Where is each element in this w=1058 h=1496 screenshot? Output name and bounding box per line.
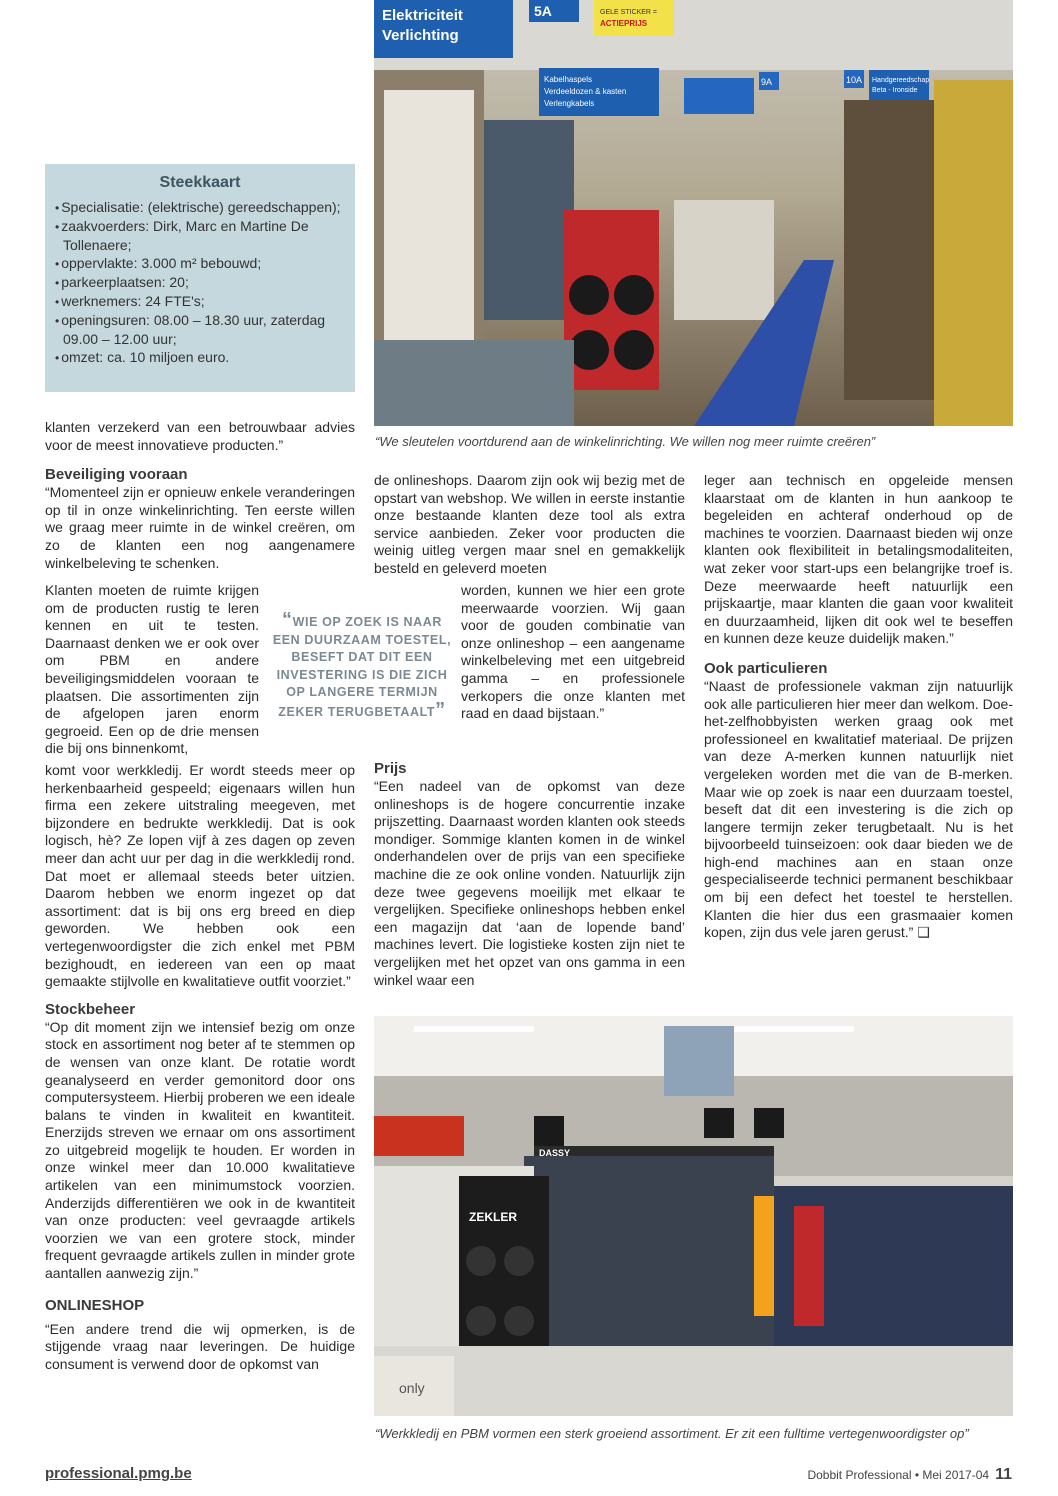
store-photo-top [374, 0, 1013, 426]
pull-quote [272, 609, 452, 721]
sign-main-line1: Elektriciteit [382, 7, 463, 24]
sign-cables-1: Kabelhaspels [544, 75, 593, 84]
pull-quote-text: WIE OP ZOEK IS NAAR EEN DUURZAAM TOESTEL, BESEFT DAT DIT EEN INVESTERING IS DIE ZICH OP LANGERE TERMIJN ZEKER TERUGBETAALT [272, 615, 452, 719]
sign-aisle-9a: 9A [761, 77, 773, 87]
sign-main-line2: Verlichting [382, 27, 459, 44]
photo-top-caption: “We sleutelen voortdurend aan de winkelinrichting. We willen nog meer ruimte creëren” [375, 434, 876, 449]
photo-bottom-caption: “Werkkledij en PBM vormen een sterk groeiend assortiment. Er zit een fulltime vertegenwoordigster op” [375, 1426, 969, 1441]
column-2-wrap [461, 582, 685, 723]
sign-sticker: GELE STICKER = [600, 9, 657, 16]
fact-sheet-list [45, 198, 355, 367]
column-3 [704, 472, 1013, 942]
column-2-top [374, 472, 685, 578]
footer-site-link[interactable]: professional.pmg.be [45, 1465, 192, 1482]
sign-cables-3: Verlengkabels [544, 99, 595, 108]
security-paragraph-1: “Momenteel zijn er opnieuw enkele veranderingen op til in onze winkelinrichting. Ten eerste willen we graag meer ruimte in de winkel creëren, om zo de klanten een nog aangenamere winkelbeleving te schenken. [45, 484, 355, 571]
heading-stock: Stockbeheer [45, 1000, 136, 1018]
fact-item: • openingsuren: 08.00 – 18.30 uur, zaterdag 09.00 – 12.00 uur; [55, 312, 326, 347]
fact-item: • werknemers: 24 FTE's; [55, 293, 205, 309]
intro-paragraph: klanten verzekerd van een betrouwbaar advies voor de meest innovatieve producten.” [45, 419, 355, 453]
heading-security: Beveiliging vooraan [45, 466, 188, 484]
heading-onlineshop: ONLINESHOP [45, 1296, 145, 1314]
sign-handtools-1: Handgereedschap [872, 77, 930, 84]
fact-item: • parkeerplaatsen: 20; [55, 274, 189, 290]
heading-private: Ook particulieren [704, 659, 828, 677]
store-photo-bottom [374, 1016, 1013, 1416]
pull-quote-open: “ [282, 609, 293, 631]
fact-item: • oppervlakte: 3.000 m² bebouwd; [55, 255, 262, 271]
column-1-bottom [45, 762, 355, 1373]
fact-item: • omzet: ca. 10 miljoen euro. [55, 349, 230, 365]
fact-item: • Specialisatie: (elektrische) gereedschappen); [55, 199, 341, 215]
pull-quote-close: ” [435, 698, 446, 721]
column-1-wrap [45, 582, 259, 758]
store-aisle-illustration [374, 0, 1013, 426]
end-mark-icon: ❑ [917, 924, 930, 941]
sign-sticker-2: ACTIEPRIJS [600, 19, 648, 28]
private-paragraph: “Naast de professionele vakman zijn natuurlijk ook alle particulieren hier meer dan welkom. Doe-het-zelfhobbyisten werken graag ook met professioneel en kwalitatief materiaal. De prijzen van deze A-merken kunnen natuurlijk niet vergeleken worden met die van de B-merken. Maar wie op zoek is naar een duurzaam toestel, beseft dat dit een investering is die zich op langere termijn zeker terugbetaalt. Nu is het bijvoorbeeld tuinseizoen: ook daar bieden we de high-end machines aan en staan onze gespecialiseerde technici permanent beschikbaar om bij een defect het toestel te herstellen. Klanten die hier dus een grasmaaier komen kopen, zijn dus vele jaren gerust.” ❑ [704, 677, 1013, 941]
price-paragraph-continued: leger aan technisch en opgeleide mensen klaarstaat om de klanten in hun aankoop te begeleiden en achteraf onderhoud op de machines te voorzien. Daarnaast bieden wij onze klanten ook flexibiliteit in betalingsmodaliteiten, wat zeker voor start-ups een belangrijke troef is. Deze meerwaarde heeft natuurlijk een prijskaartje, maar klanten die gaan voor kwaliteit en duurzaamheid, lijken dit ook wel te beseffen en kunnen deze keuze duidelijk maken.” [704, 472, 1013, 647]
online-paragraph-2: worden, kunnen we hier een grote meerwaarde voorzien. Wij gaan voor de gouden combinatie van onze onlineshop – een aangename winkelbeleving met een uitgebreid gamma – en professionele verkopers die onze klanten met raad en daad bijstaan.” [461, 582, 685, 722]
fact-sheet-title: Steekkaart [159, 174, 241, 191]
sign-brand-zekler: ZEKLER [469, 1210, 517, 1224]
sign-only: only [399, 1380, 425, 1396]
footer-magazine [807, 1466, 1012, 1484]
heading-price: Prijs [374, 760, 407, 777]
column-2-bottom [374, 760, 685, 989]
sign-cables-2: Verdeeldozen & kasten [544, 87, 627, 96]
column-1-top [45, 419, 355, 572]
fact-sheet-box [45, 164, 355, 392]
onlineshop-paragraph: “Een andere trend die wij opmerken, is de stijgende vraag naar leveringen. De huidige consument is verwend door de opkomst van [45, 1320, 355, 1372]
page-number: 11 [995, 1466, 1012, 1483]
online-paragraph-continued: de onlineshops. Daarom zijn ook wij bezig met de opstart van webshop. We willen in eerste instantie onze bestaande klanten deze tool als extra service aanbieden. Zeker voor producten die weinig uitleg vergen maar snel en gemakkelijk besteld en geleverd moeten [374, 472, 685, 576]
fact-item: • zaakvoerders: Dirk, Marc en Martine De Tollenaere; [55, 218, 309, 253]
price-paragraph: “Een nadeel van de opkomst van deze onlineshops is de hogere concurrentie inzake prijszetting. Daarnaast worden klanten ook steeds mondiger. Sommige klanten komen in de winkel onderhandelen over de prijs van een specifieke machine die ze ook online vonden. Natuurlijk zijn deze twee gegevens moeilijk met elkaar te vergelijken. Specifieke onlineshops hebben enkel een magazijn dat ‘aan de lopende band’ machines levert. Die logistieke kosten zijn niet te vergelijken met het opzet van ons gamma in een winkel waar een [374, 778, 685, 988]
sign-aisle-5a: 5A [534, 3, 552, 19]
sign-brand-dassy: DASSY [539, 1148, 571, 1158]
sign-handtools-2: Beta - Ironside [872, 87, 918, 94]
security-paragraph-2: Klanten moeten de ruimte krijgen om de producten rustig te leren kennen en uit te testen. Daarnaast denken we er ook over om PBM en andere beveiligingsmiddelen vooraan te plaatsen. Die assortimenten zijn de afgelopen jaren enorm gegroeid. Een op de drie mensen die bij ons binnenkomt, [45, 582, 259, 757]
security-paragraph-3: komt voor werkkledij. Er wordt steeds meer op herkenbaarheid gespeeld; eigenaars willen hun firma een zekere uitstraling meegeven, met bijzondere en bedrukte werkkledij. Dat is ook logisch, hè? Ze lopen vijf à zes dagen op zeven meer dan acht uur per dag in die werkkledij rond. Dat moet er allemaal steeds beter uitzien. Daarom hebben we enorm ingezet op dat assortiment: dat is bij ons erg breed en diep geworden. We hebben ook een vertegenwoordigster die zich enkel met PBM bezighoudt, en iedereen van een op maat gemaakte stijlvolle en kwalitatieve outfit voorziet.” [45, 762, 355, 990]
footer-magazine-name: Dobbit Professional • Mei 2017-04 [807, 1468, 990, 1482]
stock-paragraph: “Op dit moment zijn we intensief bezig om onze stock en assortiment nog beter af te stemmen op de wensen van onze klant. De rotatie wordt geanalyseerd en verder gemonitord door ons computersysteem. Hierbij proberen we een ideale balans te vinden in kwaliteit en kwantiteit. Enerzijds streven we ernaar om ons assortiment zo uitgebreid mogelijk te houden. Er worden in onze winkel meer dan 10.000 kwalitatieve artikelen van een minimumstock voorzien. Anderzijds differentiëren we ook in de kwantiteit van onze producten: veel gevraagde artikels voorzien we van een grotere stock, minder frequent gevraagde artikels zullen in minder grote aantallen aanwezig zijn.” [45, 1018, 355, 1282]
sign-aisle-10a: 10A [846, 75, 863, 85]
workwear-illustration [374, 1016, 1013, 1416]
